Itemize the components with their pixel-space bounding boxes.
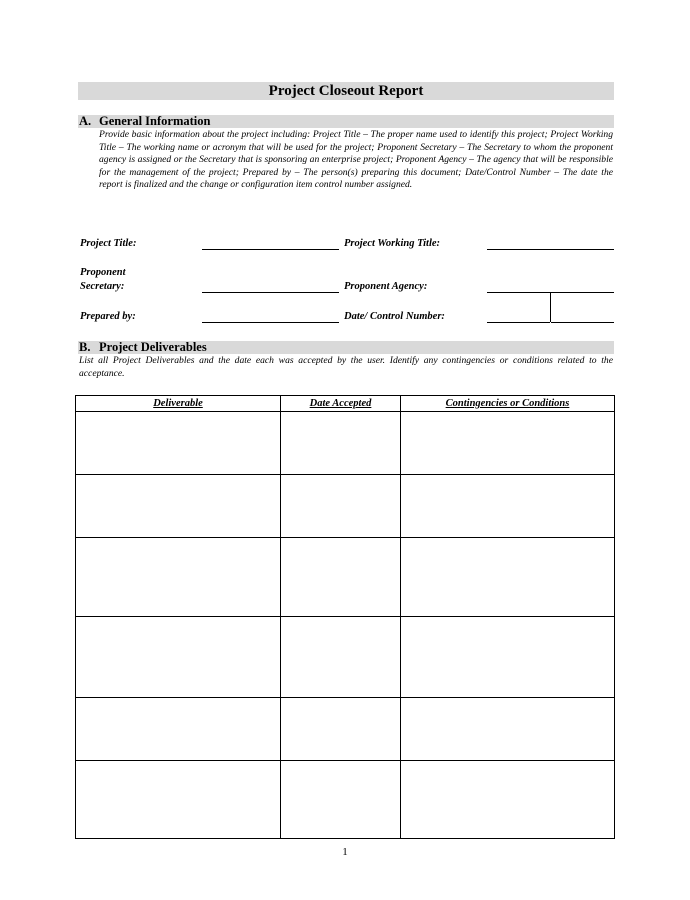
- section-b-heading: Project Deliverables: [99, 340, 207, 354]
- control-number-field[interactable]: [551, 322, 614, 323]
- section-a-heading: General Information: [99, 114, 211, 128]
- date-accepted-cell[interactable]: [281, 412, 401, 475]
- deliverable-cell[interactable]: [76, 761, 281, 839]
- date-accepted-cell[interactable]: [281, 761, 401, 839]
- project-working-title-label: Project Working Title:: [344, 238, 441, 249]
- section-a-header: [78, 115, 614, 128]
- table-row: [76, 412, 615, 475]
- date-control-divider: [550, 293, 551, 322]
- project-working-title-field[interactable]: [487, 249, 614, 250]
- contingencies-cell[interactable]: [401, 475, 615, 538]
- page-number: 1: [342, 846, 348, 858]
- date-accepted-cell[interactable]: [281, 698, 401, 761]
- deliverable-cell[interactable]: [76, 475, 281, 538]
- deliverable-cell[interactable]: [76, 617, 281, 698]
- prepared-by-label: Prepared by:: [80, 311, 136, 322]
- column-header-date-accepted: Date Accepted: [281, 396, 401, 412]
- prepared-by-field[interactable]: [202, 322, 339, 323]
- table-row: [76, 698, 615, 761]
- table-row: [76, 538, 615, 617]
- date-control-number-label: Date/ Control Number:: [344, 311, 445, 322]
- column-header-deliverable: Deliverable: [76, 396, 281, 412]
- proponent-secretary-label-line2: Secretary:: [80, 281, 125, 292]
- date-field[interactable]: [487, 322, 550, 323]
- contingencies-cell[interactable]: [401, 412, 615, 475]
- contingencies-cell[interactable]: [401, 698, 615, 761]
- table-row: [76, 761, 615, 839]
- contingencies-cell[interactable]: [401, 617, 615, 698]
- section-b-header: [78, 341, 614, 354]
- contingencies-cell[interactable]: [401, 538, 615, 617]
- table-row: [76, 617, 615, 698]
- deliverable-cell[interactable]: [76, 538, 281, 617]
- proponent-secretary-label-line1: Proponent: [80, 267, 126, 278]
- deliverable-cell[interactable]: [76, 412, 281, 475]
- column-header-contingencies: Contingencies or Conditions: [401, 396, 615, 412]
- section-a-description: Provide basic information about the project including: Project Title – The proper name used to identify this project; Project Working Title – The working name or acronym that will be used for the project; Proponent Secretary – The Secretary to whom the proponent agency is assigned or the Secretary that is sponsoring an enterprise project; Proponent Agency – The agency that will be responsible for the management of the project; Prepared by – The person(s) preparing this document; Date/Control Number – The date the report is finalized and the change or configuration item control number assigned.: [99, 129, 613, 191]
- date-accepted-cell[interactable]: [281, 475, 401, 538]
- table-header-row: [76, 396, 615, 412]
- date-accepted-cell[interactable]: [281, 538, 401, 617]
- section-b-description: List all Project Deliverables and the date each was accepted by the user. Identify any contingencies or conditions related to the acceptance.: [79, 355, 613, 379]
- table-row: [76, 475, 615, 538]
- proponent-agency-label: Proponent Agency:: [344, 281, 428, 292]
- project-title-field[interactable]: [202, 249, 339, 250]
- proponent-secretary-field[interactable]: [202, 292, 339, 293]
- contingencies-cell[interactable]: [401, 761, 615, 839]
- project-title-label: Project Title:: [80, 238, 137, 249]
- document-title: Project Closeout Report: [78, 82, 614, 100]
- date-accepted-cell[interactable]: [281, 617, 401, 698]
- section-a-number: A.: [79, 114, 92, 128]
- deliverables-table: [75, 395, 615, 839]
- deliverable-cell[interactable]: [76, 698, 281, 761]
- section-b-number: B.: [79, 340, 91, 354]
